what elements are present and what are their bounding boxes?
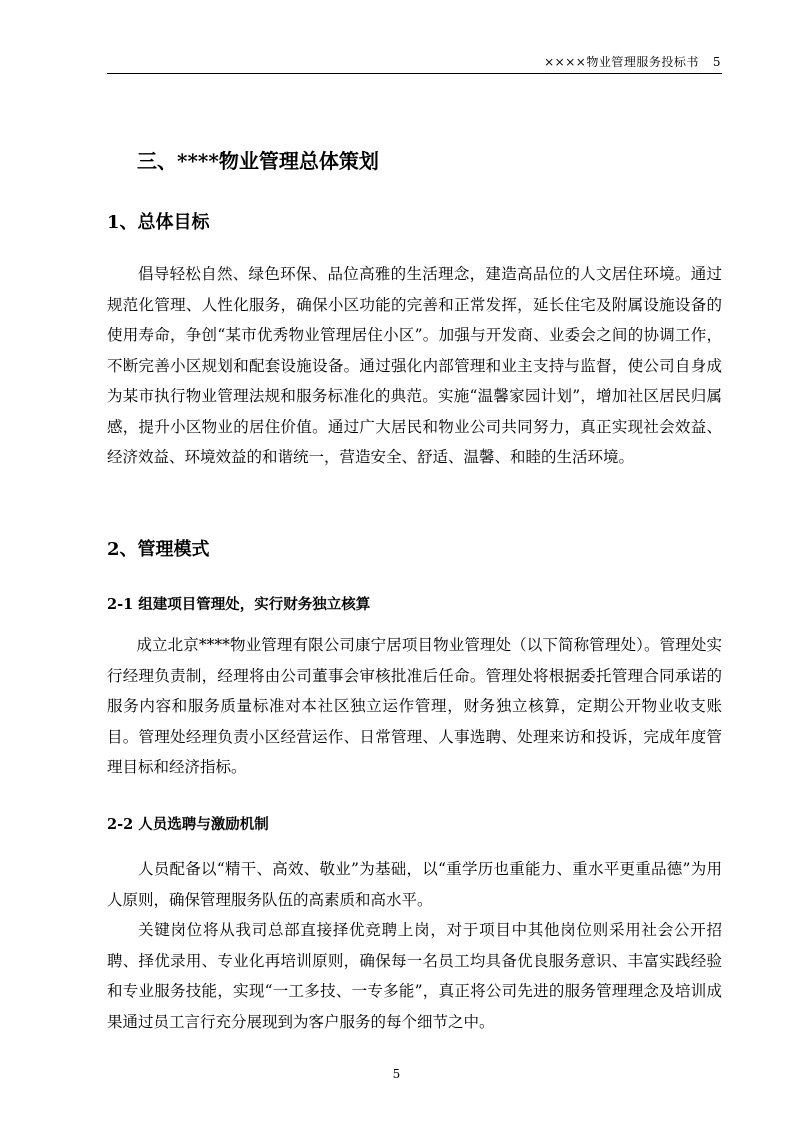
section-title: 三、****物业管理总体策划 xyxy=(137,149,379,173)
page-header xyxy=(544,53,721,70)
heading-project-office: 2-1 组建项目管理处，实行财务独立核算 xyxy=(107,596,371,613)
paragraph-staffing-principles: 人员配备以“精干、高效、敬业”为基础，以“重学历也重能力、重水平更重品德”为用人原则，确保管理服务队伍的高素质和高水平。 xyxy=(107,860,722,909)
paragraph-key-positions: 关键岗位将从我司总部直接择优竞聘上岗，对于项目中其他岗位则采用社会公开招聘、择优录用、专业化再培训原则，确保每一名员工均具备优良服务意识、丰富实践经验和专业服务技能，实现“一工多技、一专多能”，真正将公司先进的服务管理理念及培训成果通过员工言行充分展现到为客户服务的每个细节之中。 xyxy=(107,921,722,1031)
header-title: ××××物业管理服务投标书 xyxy=(544,55,699,69)
header-page-number: 5 xyxy=(712,55,721,69)
header-divider xyxy=(107,73,722,74)
paragraph-overall-goal: 倡导轻松自然、绿色环保、品位高雅的生活理念，建造高品位的人文居住环境。通过规范化管理、人性化服务，确保小区功能的完善和正常发挥，延长住宅及附属设施设备的使用寿命，争创“某市优秀物业管理居住小区”。加强与开发商、业委会之间的协调工作，不断完善小区规划和配套设施设备。通过强化内部管理和业主支持与监督，使公司自身成为某市执行物业管理法规和服务标准化的典范。实施“温馨家园计划”，增加社区居民归属感，提升小区物业的居住价值。通过广大居民和物业公司共同努力，真正实现社会效益、经济效益、环境效益的和谐统一，营造安全、舒适、温馨、和睦的生活环境。 xyxy=(107,265,722,466)
heading-staffing: 2-2 人员选聘与激励机制 xyxy=(107,816,269,833)
heading-overall-goal: 1、总体目标 xyxy=(107,212,210,233)
footer-page-number: 5 xyxy=(392,1067,401,1081)
heading-management-mode: 2、管理模式 xyxy=(107,539,210,560)
paragraph-project-office: 成立北京****物业管理有限公司康宁居项目物业管理处（以下简称管理处）。管理处实行经理负责制，经理将由公司董事会审核批准后任命。管理处将根据委托管理合同承诺的服务内容和服务质量标准对本社区独立运作管理，财务独立核算，定期公开物业收支账目。管理处经理负责小区经营运作、日常管理、人事选聘、处理来访和投诉，完成年度管理目标和经济指标。 xyxy=(107,636,722,776)
